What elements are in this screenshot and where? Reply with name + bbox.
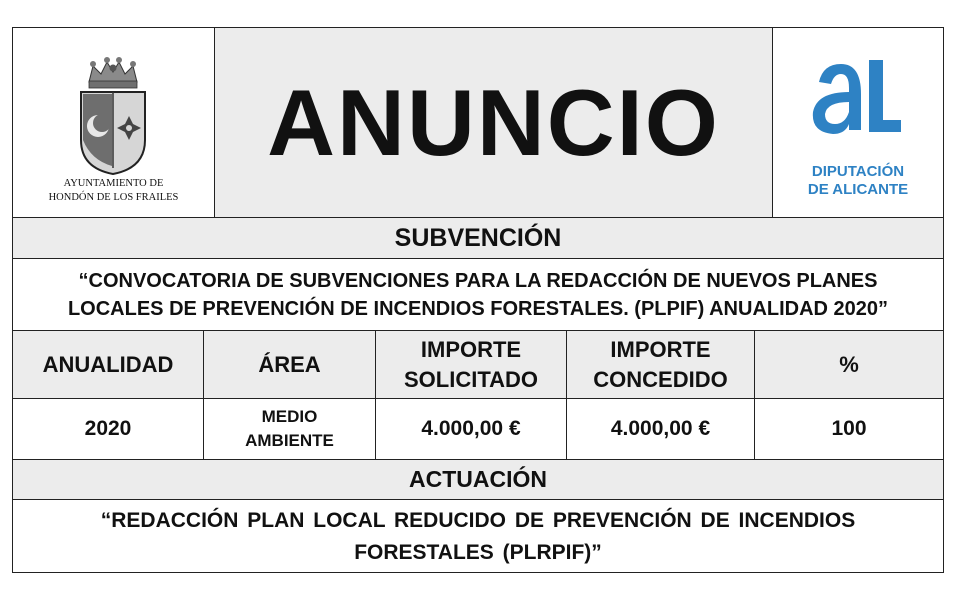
header-importe-solicitado: [376, 331, 567, 398]
page-title: ANUNCIO: [267, 69, 720, 175]
header-row: [13, 28, 943, 218]
table-row: [13, 399, 943, 460]
actuacion-heading: ACTUACIÓN: [409, 466, 547, 492]
actuacion-description-line1: “REDACCIÓN PLAN LOCAL REDUCIDO DE PREVENCIÓN DE INCENDIOS: [100, 509, 856, 532]
convocatoria-row: [13, 259, 943, 331]
coat-of-arms-icon: [13, 28, 215, 178]
header-area: ÁREA: [204, 331, 376, 398]
diputacion-line2: DE ALICANTE: [807, 181, 909, 198]
cell-importe-concedido: 4.000,00 €: [567, 399, 755, 459]
cell-importe-solicitado: 4.000,00 €: [376, 399, 567, 459]
header-importe-solicitado-line2: SOLICITADO: [403, 366, 539, 392]
cell-area: [204, 399, 376, 459]
header-porcentaje: %: [839, 351, 859, 377]
header-anualidad: ANUALIDAD: [13, 331, 204, 398]
diputacion-line1: DIPUTACIÓN: [811, 163, 905, 180]
cell-area-line1: MEDIO: [261, 407, 318, 426]
actuacion-description-line2: FORESTALES (PLRPIF)”: [354, 541, 602, 564]
convocatoria-line1: “CONVOCATORIA DE SUBVENCIONES PARA LA REDACCIÓN DE NUEVOS PLANES: [78, 269, 878, 292]
table-header-row: [13, 331, 943, 399]
diputacion-logo-cell: [773, 28, 943, 217]
diputacion-logo-icon: [773, 28, 943, 158]
municipality-line2: HONDÓN DE LOS FRAILES: [48, 192, 179, 203]
actuacion-description-row: [13, 500, 943, 574]
announcement-document: [12, 27, 944, 573]
actuacion-heading-row: [13, 460, 943, 500]
header-importe-concedido-line1: IMPORTE: [610, 336, 711, 362]
actuacion-description: [93, 505, 864, 569]
municipality-line1: AYUNTAMIENTO DE: [63, 178, 164, 189]
municipality-logo-cell: [13, 28, 215, 217]
header-importe-concedido-line2: CONCEDIDO: [593, 366, 728, 392]
convocatoria-text: [60, 267, 896, 323]
cell-anualidad: 2020: [13, 399, 204, 459]
header-importe-solicitado-line1: IMPORTE: [420, 336, 522, 362]
convocatoria-line2: LOCALES DE PREVENCIÓN DE INCENDIOS FORESTALES. (PLPIF) ANUALIDAD 2020”: [67, 297, 889, 320]
header-importe-concedido: [567, 331, 755, 398]
subvencion-heading: SUBVENCIÓN: [394, 223, 562, 252]
title-cell: [215, 28, 773, 217]
cell-area-line2: AMBIENTE: [245, 431, 334, 450]
municipality-name: [13, 177, 214, 205]
diputacion-name: [773, 163, 943, 199]
cell-porcentaje: 100: [831, 417, 867, 440]
subvencion-heading-row: [13, 218, 943, 259]
